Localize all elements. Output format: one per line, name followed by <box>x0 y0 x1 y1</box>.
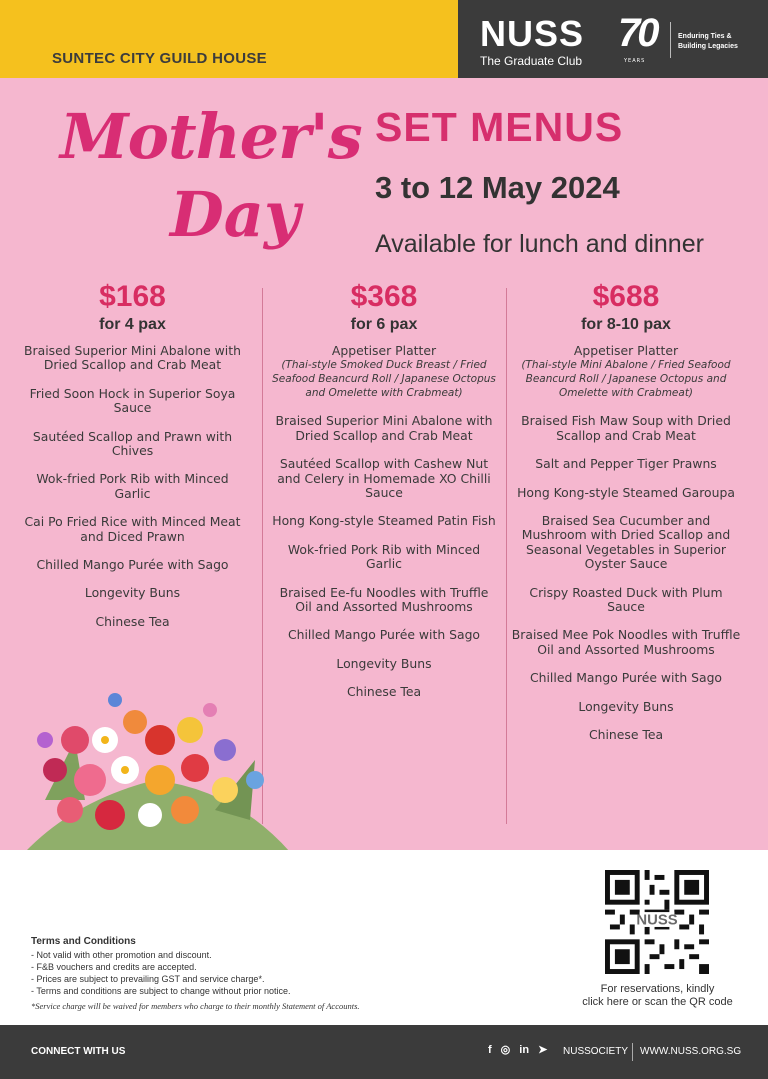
terms-item: - Not valid with other promotion and discount. <box>31 950 212 960</box>
menu-item: Chinese Tea <box>95 613 170 629</box>
menu-column-368 <box>272 280 496 714</box>
menu-item: Fried Soon Hock in Superior Soya Sauce <box>29 385 236 416</box>
menu-item: Crispy Roasted Duck with Plum Sauce <box>529 584 723 615</box>
menu-item: Chilled Mango Purée with Sago <box>529 670 723 686</box>
menu-item: Chinese Tea <box>346 684 422 700</box>
menu-pax: for 6 pax <box>350 316 418 333</box>
tagline: Enduring Ties & Building Legacies <box>678 33 738 50</box>
menu-item: Chilled Mango Purée with Sago <box>287 627 481 643</box>
menu-item: Braised Ee-fu Noodles with Truffle Oil and Assorted Mushrooms <box>279 584 489 615</box>
instagram-icon[interactable]: ◎ <box>500 1044 511 1056</box>
terms-item: - Prices are subject to prevailing GST and service charge*. <box>31 974 265 984</box>
website-link[interactable]: WWW.NUSS.ORG.SG <box>640 1046 742 1057</box>
menu-item: Cai Po Fried Rice with Minced Meat and Diced Prawn <box>24 514 241 544</box>
promo-dates: 3 to 12 May 2024 <box>375 170 620 205</box>
menu-item-starter <box>272 344 496 400</box>
menu-item: Braised Superior Mini Abalone with Dried Scallop and Crab Meat <box>24 343 241 373</box>
menu-price: $368 <box>350 280 418 313</box>
flower-bouquet-image <box>15 680 295 852</box>
menu-pax: for 8-10 pax <box>581 316 671 333</box>
column-divider <box>506 288 507 824</box>
svg-text:NUSS: NUSS <box>636 912 678 929</box>
starter-note: (Thai-style Smoked Duck Breast / Fried Seafood Beancurd Roll / Japanese Octopus and Omelette with Crabmeat) <box>272 359 496 400</box>
starter-title: Appetiser Platter <box>331 343 437 358</box>
title-line-1: Mother's <box>60 100 362 173</box>
telegram-icon[interactable]: ➤ <box>538 1044 548 1056</box>
menu-item: Sautéed Scallop and Prawn with Chives <box>32 428 233 459</box>
menu-item-starter <box>510 344 742 400</box>
mothers-day-title <box>60 100 362 270</box>
set-menus-heading: SET MENUS <box>375 104 624 150</box>
nuss-logo[interactable]: NUSS <box>480 13 585 54</box>
nuss-logo-subtitle: The Graduate Club <box>480 54 583 68</box>
facebook-icon[interactable]: f <box>488 1043 492 1056</box>
terms-and-conditions <box>31 936 451 1011</box>
menu-column-168 <box>20 280 245 643</box>
menu-item: Hong Kong-style Steamed Garoupa <box>517 484 735 500</box>
social-handle[interactable]: NUSSOCIETY <box>563 1046 629 1057</box>
menu-item: Chilled Mango Purée with Sago <box>36 557 229 573</box>
menu-item: Longevity Buns <box>336 655 432 671</box>
linkedin-icon[interactable]: in <box>519 1043 530 1056</box>
footer-divider <box>632 1043 633 1061</box>
reservation-qr-code[interactable] <box>605 870 709 974</box>
menu-item: Chinese Tea <box>588 727 664 743</box>
venue-label: SUNTEC CITY GUILD HOUSE <box>52 50 267 67</box>
header-logo-band <box>458 0 768 78</box>
menu-item: Hong Kong-style Steamed Patin Fish <box>272 513 496 529</box>
starter-title: Appetiser Platter <box>573 343 679 358</box>
anniversary-number: 70 <box>618 11 657 55</box>
menu-pax: for 4 pax <box>99 316 166 333</box>
menu-item: Braised Sea Cucumber and Mushroom with Dried Scallop and Seasonal Vegetables in Superior Oyster Sauce <box>521 513 731 572</box>
reservation-line-1: For reservations, kindly <box>600 983 715 995</box>
header <box>0 0 768 78</box>
header-divider <box>670 22 671 58</box>
social-icons <box>488 1043 547 1056</box>
availability-text: Available for lunch and dinner <box>375 230 704 258</box>
title-line-2: Day <box>170 178 300 251</box>
footer <box>0 1025 768 1079</box>
menu-price: $168 <box>99 280 166 313</box>
anniversary-label: YEARS <box>624 58 646 64</box>
connect-label: CONNECT WITH US <box>31 1046 126 1057</box>
menu-item: Braised Superior Mini Abalone with Dried Scallop and Crab Meat <box>275 413 493 443</box>
terms-heading: Terms and Conditions <box>31 936 136 947</box>
menu-item: Wok-fried Pork Rib with Minced Garlic <box>287 541 481 572</box>
menu-item: Wok-fried Pork Rib with Minced Garlic <box>36 471 229 501</box>
terms-item: - Terms and conditions are subject to change without prior notice. <box>31 986 291 996</box>
terms-footnote: *Service charge will be waived for members who charge to their monthly Statement of Accounts. <box>31 1001 360 1011</box>
menu-item: Salt and Pepper Tiger Prawns <box>535 456 717 472</box>
menu-item: Braised Fish Maw Soup with Dried Scallop and Crab Meat <box>521 413 731 443</box>
reservation-link[interactable] <box>560 983 755 1009</box>
terms-item: - F&B vouchers and credits are accepted. <box>31 962 197 972</box>
header-yellow-band <box>0 0 458 78</box>
info-panel <box>0 850 768 1025</box>
menu-item: Sautéed Scallop with Cashew Nut and Celery in Homemade XO Chilli Sauce <box>277 456 491 501</box>
menu-item: Braised Mee Pok Noodles with Truffle Oil and Assorted Mushrooms <box>511 627 741 657</box>
menu-price: $688 <box>592 280 660 313</box>
reservation-line-2: click here or scan the QR code <box>582 996 733 1008</box>
menu-item: Longevity Buns <box>578 698 674 714</box>
starter-note: (Thai-style Mini Abalone / Fried Seafood Beancurd Roll / Japanese Octopus and Omelette with Crabmeat) <box>521 359 731 400</box>
menu-column-688 <box>510 280 742 757</box>
menu-item: Longevity Buns <box>84 585 181 601</box>
